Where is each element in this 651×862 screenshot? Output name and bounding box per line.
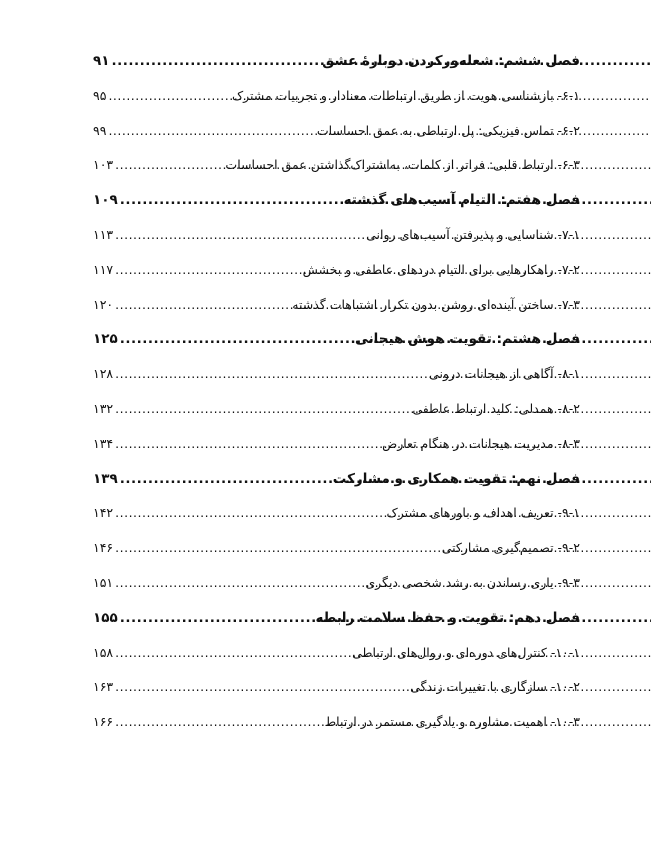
toc-section-9-1 (93, 496, 580, 531)
toc-page-number: ۱۲۰ (93, 296, 114, 312)
toc-title: فصل ششم: شعله‌ورکردن دوبارهٔ عشق (322, 53, 580, 69)
dot-leader (113, 288, 292, 323)
dot-leader (113, 496, 386, 531)
table-of-contents (93, 44, 580, 740)
dot-leader (113, 392, 412, 427)
toc-title: ۸-۳- مدیریت هیجانات در هنگام تعارض (382, 435, 580, 451)
toc-page-number: ۱۶۳ (93, 679, 114, 695)
toc-title: ۱۰-۱- کنترل‌های دوره‌ای و روال‌های ارتباطی (352, 644, 580, 660)
toc-chapter-6 (93, 44, 580, 79)
toc-page-number: ۱۲۸ (93, 366, 114, 382)
dot-leader (113, 531, 442, 566)
toc-title: ۱۰-۳- اهمیت مشاوره و یادگیری مستمر در ارتباط (324, 714, 580, 730)
toc-section-8-3 (93, 427, 580, 462)
toc-title: فصل نهم: تقویت همکاری و مشارکت (332, 470, 580, 487)
dot-leader (118, 183, 344, 218)
toc-page-number: ۱۰۳ (93, 157, 114, 173)
toc-chapter-7 (93, 183, 580, 218)
toc-page-number: ۱۴۲ (93, 505, 114, 521)
toc-title: ۷-۳- ساختن آینده‌ای روشن بدون تکرار اشتباهات گذشته (292, 296, 580, 312)
toc-title: ۸-۱- آگاهی از هیجانات درونی (429, 366, 580, 382)
toc-section-7-1 (93, 218, 580, 253)
toc-section-6-2 (93, 114, 580, 149)
toc-page-number: ۱۵۸ (93, 644, 114, 660)
toc-section-7-3 (93, 288, 580, 323)
dot-leader (106, 114, 316, 149)
toc-page-number: ۱۳۲ (93, 400, 114, 416)
toc-title: ۱۰-۲- سازگاری با تغییرات زندگی (410, 679, 580, 695)
toc-chapter-8 (93, 322, 580, 357)
dot-leader (106, 79, 232, 114)
toc-title: فصل دهم: تقویت و حفظ سلامت رابطه (315, 609, 580, 626)
toc-title: ۶-۲- تماس فیزیکی: پل ارتباطی به عمق احساسات (316, 122, 580, 138)
toc-page-number: ۱۴۶ (93, 540, 114, 556)
dot-leader (113, 427, 382, 462)
dot-leader (118, 322, 355, 357)
toc-title: ۹-۲- تصمیم‌گیری مشارکتی (441, 540, 580, 556)
toc-page-number: ۹۵ (93, 87, 107, 103)
toc-title: فصل هفتم: التیام آسیب‌های گذشته (343, 192, 580, 209)
dot-leader (113, 357, 429, 392)
dot-leader (109, 44, 322, 79)
dot-leader (118, 601, 316, 636)
toc-title: ۶-۱- بازشناسی هویت از طریق ارتباطات معنادار و تجربیات مشترک (231, 87, 580, 103)
toc-section-6-1 (93, 79, 580, 114)
toc-page-number: ۱۵۵ (93, 609, 118, 626)
toc-section-8-1 (93, 357, 580, 392)
toc-title: ۷-۱- شناسایی و پذیرفتن آسیب‌های روانی (366, 226, 580, 242)
toc-page-number: ۱۳۹ (93, 470, 118, 487)
dot-leader (113, 705, 324, 740)
toc-page-number: ۱۱۷ (93, 261, 114, 277)
toc-page-number: ۱۳۴ (93, 435, 114, 451)
toc-section-7-2 (93, 253, 580, 288)
toc-title: ۷-۲- راهکارهایی برای التیام دردهای عاطفی و بخشش (302, 261, 580, 277)
toc-section-6-3 (93, 148, 580, 183)
toc-page-number: ۱۲۵ (93, 331, 118, 348)
toc-page-number: ۱۵۱ (93, 574, 114, 590)
toc-section-10-3 (93, 705, 580, 740)
dot-leader (113, 670, 410, 705)
toc-chapter-9 (93, 462, 580, 497)
dot-leader (113, 253, 302, 288)
dot-leader (113, 566, 365, 601)
toc-section-8-2 (93, 392, 580, 427)
dot-leader (113, 636, 352, 671)
toc-title: ۹-۱- تعریف اهداف و باورهای مشترک (386, 505, 580, 521)
toc-page-number: ۹۱ (93, 53, 110, 69)
toc-title: ۶-۳- ارتباط قلبی: فراتر از کلمات، به‌اشتراک‌گذاشتن عمق احساسات (225, 157, 580, 173)
dot-leader (113, 148, 225, 183)
toc-section-9-3 (93, 566, 580, 601)
toc-chapter-10 (93, 601, 580, 636)
toc-page-number: ۹۹ (93, 122, 107, 138)
toc-page-number: ۱۱۳ (93, 226, 114, 242)
toc-section-10-2 (93, 670, 580, 705)
toc-section-10-1 (93, 636, 580, 671)
toc-title: فصل هشتم: تقویت هوش هیجانی (354, 331, 580, 348)
toc-page-number: ۱۶۶ (93, 714, 114, 730)
dot-leader (118, 462, 333, 497)
toc-section-9-2 (93, 531, 580, 566)
toc-title: ۸-۲- همدلی: کلید ارتباط عاطفی (412, 400, 580, 416)
toc-title: ۹-۳- یاری رساندن به رشد شخصی دیگری (365, 574, 580, 590)
toc-page-number: ۱۰۹ (93, 192, 118, 209)
dot-leader (113, 218, 366, 253)
